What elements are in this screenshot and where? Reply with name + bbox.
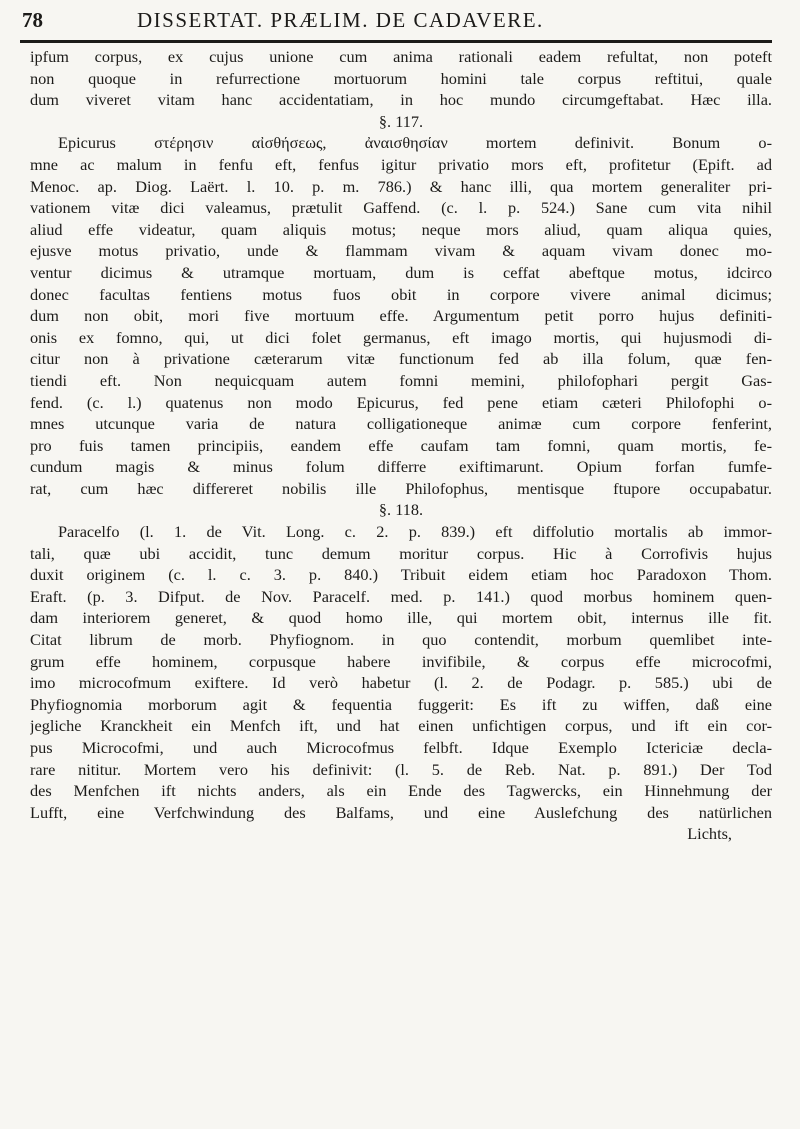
header-rule [20,40,772,43]
text-line: fend. (c. l.) quatenus non modo Epicurus, fed pene etiam cæteri Philofophi o- [30,392,772,412]
text-line: rat, cum hæc differeret nobilis ille Philofophus, mentisque ftupore occupabatur. [30,478,772,498]
text-line: aliud effe videatur, quam aliquis motus; neque mors aliud, quam aliqua quies, [30,219,772,239]
text-line: dum non obit, mori five mortuum effe. Argumentum petit porro hujus definiti- [30,306,772,326]
text-line: jegliche Kranckheit ein Menfch ift, und hat einen unfichtigen corpus, und ift ein cor- [30,716,772,736]
text-line: dum viveret vitam hanc accidentatiam, in hoc mundo circumgeftabat. Hæc illa. [30,90,772,110]
body-text [30,46,772,845]
text-line: tali, quæ ubi accidit, tunc demum moritur corpus. Hic à Corrofivis hujus [30,543,772,563]
text-line: grum effe hominem, corpusque habere invifibile, & corpus effe microcofmi, [30,651,772,671]
text-line: Epicurus στέρησιν αἰσθήσεως, ἀναισθησίαν mortem definivit. Bonum o- [58,133,772,153]
text-line: Paracelfo (l. 1. de Vit. Long. c. 2. p. 839.) eft diffolutio mortalis ab immor- [58,522,772,542]
text-line: duxit originem (c. l. c. 3. p. 840.) Tribuit eidem etiam hoc Paradoxon Thom. [30,565,772,585]
text-line: Lufft, eine Verfchwindung des Balfams, und eine Auslefchung des natürlichen [30,802,772,822]
text-line: pus Microcofmi, und auch Microcofmus felbft. Idque Exemplo Ictericiæ decla- [30,738,772,757]
text-line: mnes utcunque varia de natura colligationeque animæ cum corpore fenferint, [30,414,772,434]
catchword: Lichts, [687,824,732,844]
text-line: onis ex fomno, qui, ut dici folet germanus, eft imago mortis, qui hujusmodi di- [30,327,772,347]
text-line: donec facultas fentiens motus fuos obit in corpore vivere animal dicimus; [30,284,772,304]
text-line: citur non à privatione cæterarum vitæ functionum fed ab illa folum, quæ fen- [30,349,772,369]
text-line: vationem vitæ dici valeamus, prætulit Gaffend. (c. l. p. 524.) Sane cum vita nihil [30,198,772,218]
text-line: mne ac malum in fenfu eft, fenfus igitur privatio mors eft, profitetur (Epift. ad [30,154,772,174]
text-line: Menoc. ap. Diog. Laërt. l. 10. p. m. 786.) & hanc illi, qua mortem generaliter pri- [30,176,772,196]
page-number: 78 [22,8,43,32]
text-line: tiendi eft. Non nequicquam autem fomni memini, philofophari pergit Gas- [30,370,772,390]
text-line: Phyfiognomia morborum agit & fequentia fuggerit: Es ift zu wiffen, daß eine [30,694,772,714]
running-head: DISSERTAT. PRÆLIM. DE CADAVERE. [137,8,544,32]
text-line: des Menfchen ift nichts anders, als ein Ende des Tagwercks, ein Hinnehmung der [30,781,772,801]
text-line: ejusve motus privatio, unde & flammam vivam & aquam vivam donec mo- [30,241,772,261]
text-line: non quoque in refurrectione mortuorum homini tale corpus reftitui, quale [30,68,772,88]
text-line: rare nititur. Mortem vero his definivit: (l. 5. de Reb. Nat. p. 891.) Der Tod [30,759,772,779]
text-line: Eraft. (p. 3. Difput. de Nov. Paracelf. med. p. 141.) quod morbus hominem quen- [30,586,772,606]
text-line: pro fuis tamen principiis, eandem effe caufam tam fomni, quam mortis, fe- [30,435,772,455]
page-header [22,6,772,36]
text-line: ventur dicimus & utramque mortuam, dum is ceffat abeftque motus, idcirco [30,262,772,282]
text-line: ipfum corpus, ex cujus unione cum anima rationali eadem refultat, non poteft [30,47,772,66]
section-heading: §. 117. [378,111,424,131]
text-line: dam interiorem generet, & quod homo ille, qui mortem obit, internus ille fit. [30,608,772,628]
section-heading: §. 118. [378,500,424,520]
text-line: Citat librum de morb. Phyfiognom. in quo contendit, morbum quemlibet inte- [30,630,772,650]
text-line: imo microcofmum exiftere. Id verò habetur (l. 2. de Podagr. p. 585.) ubi de [30,673,772,693]
text-line: cundum magis & minus folum differre exiftimarunt. Opium forfan fumfe- [30,457,772,477]
